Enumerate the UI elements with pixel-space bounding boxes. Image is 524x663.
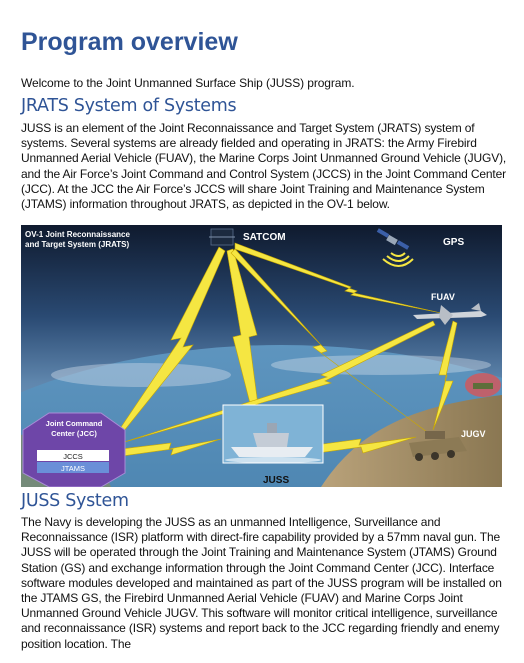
juss-label: JUSS: [263, 475, 290, 486]
jugv-label: JUGV: [461, 429, 486, 439]
enemy-target-icon: [465, 373, 501, 397]
ov1-title-line2: and Target System (JRATS): [25, 240, 130, 249]
satcom-label: SATCOM: [243, 232, 286, 243]
satcom-satellite-icon: [209, 229, 235, 245]
fuav-label: FUAV: [431, 292, 455, 302]
jtams-label: JTAMS: [60, 464, 86, 473]
ov1-title-line1: OV-1 Joint Reconnaissance: [25, 230, 130, 239]
ov1-figure: [21, 225, 502, 487]
page-title: Program overview: [21, 28, 238, 56]
jccs-label: JCCS: [63, 452, 83, 461]
jcc-label-line2: Center (JCC): [51, 429, 97, 438]
welcome-text: Welcome to the Joint Unmanned Surface Ship (JUSS) program.: [21, 76, 355, 90]
jcc-label-line1: Joint Command: [45, 419, 103, 428]
ov1-illustration: [21, 225, 502, 487]
section-heading-juss: JUSS System: [21, 491, 129, 511]
gps-label: GPS: [443, 237, 465, 248]
section-heading-jrats: JRATS System of Systems: [21, 96, 237, 116]
section-body-jrats: JUSS is an element of the Joint Reconnaissance and Target System (JRATS) system of systems. Several systems are already fielded and operating in JRATS: the Army Firebird Unmanned Aerial Vehicle (FUAV), the Marine Corps Joint Unmanned Ground Vehicle (JUGV), and the Air Force’s Joint Command and Control System (JCCS) in the Joint Command Center (JCC). At the JCC the Air Force’s JCCS will share Joint Training and Maintenance System (JTAMS) information throughout JRATS, as depicted in the OV-1 below.: [21, 121, 507, 212]
juss-ship-icon: [223, 405, 323, 463]
section-body-juss: The Navy is developing the JUSS as an unmanned Intelligence, Surveillance and Reconnaissance (ISR) platform with direct-fire capability provided by a 57mm naval gun. The JUSS will be operated through the Joint Training and Maintenance System (JTAMS) Ground Station (GS) and exchange information through the Joint Command Center (JCC). Interface software modules developed and maintained as part of the JUSS program will be installed on the JTAMS GS, the Firebird Unmanned Aerial Vehicle (FUAV) and Marine Corps Joint Unmanned Ground Vehicle JUGV. This software will monitor critical intelligence, surveillance and reconnaissance (ISR) systems and report back to the JCC regarding friendly and enemy position location. The: [21, 515, 502, 651]
